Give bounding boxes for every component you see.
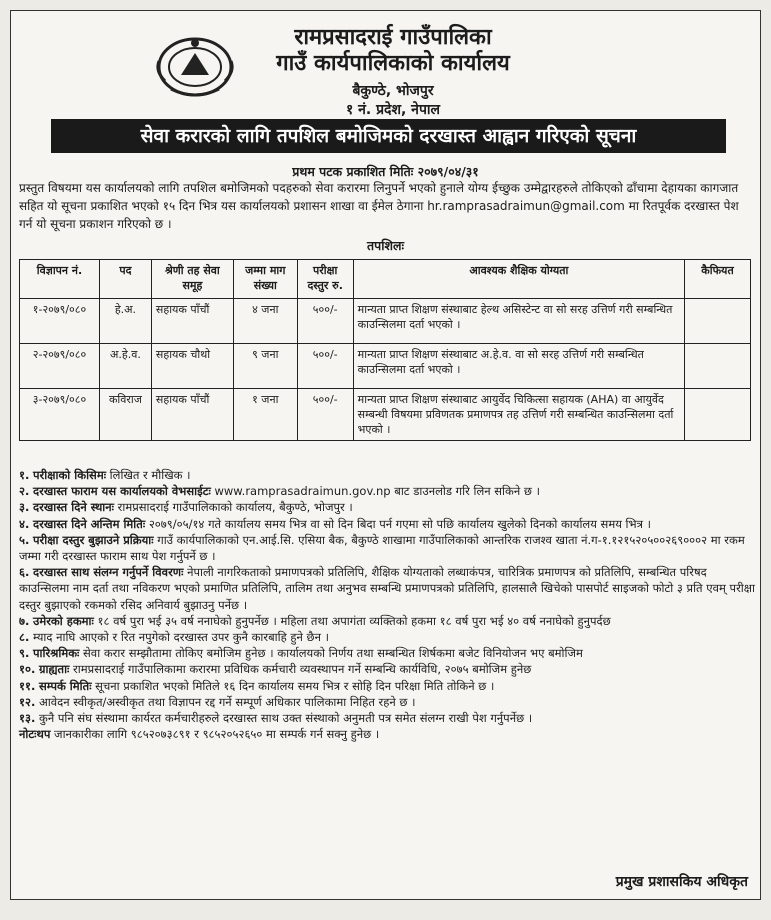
cell-qualification: मान्यता प्राप्त शिक्षण संस्थाबाट आयुर्वेद चिकित्सा सहायक (AHA) वा आयुर्वेद सम्बन्धी विषयमा प्रविणतक प्रमाणपत्र तह उत्तिर्ण गरी सम्बन्धित काउन्सिलमा दर्ता भएको ।	[353, 389, 684, 441]
cell-post: कविराज	[99, 389, 151, 441]
cell-qualification: मान्यता प्राप्त शिक्षण संस्थाबाट अ.हे.व. वा सो सरह उत्तिर्ण गरी सम्बन्धित काउन्सिलमा दर्ता भएको ।	[353, 344, 684, 389]
note-text: १८ वर्ष पुरा भई ३५ वर्ष ननाघेको हुनुपर्नेछ । महिला तथा अपागंता व्यक्तिको हकमा १८ वर्ष पुरा भई ४० वर्ष ननाघेको हुनुपर्दछ	[93, 613, 611, 628]
notice-banner: सेवा करारको लागि तपशिल बमोजिमको दरखास्त आह्वान गरिएको सूचना	[51, 119, 726, 153]
note-text: गाउँ कार्यपालिकाको एन.आई.सि. एसिया बैक, बैकुण्ठे शाखामा गाउँपालिकाको आन्तरिक राजश्व खाता नं.ग-१.१२१५२०५००२६९०००२ मा रकम जम्मा गरी दरखास्त फाराम साथ पेश गर्नुपर्ने छ ।	[19, 532, 745, 564]
note-number: ७.	[19, 613, 30, 628]
table-header-row	[20, 260, 751, 299]
note-label: उमेरको हकमाः	[33, 613, 94, 628]
note-text: रामप्रसादराई गाउँपालिकामा करारमा प्रविधिक कर्मचारी व्यवस्थापन गर्ने सम्बन्धि कार्यविधि, २०७५ बमोजिम हुनेछ	[69, 662, 532, 677]
note-number: १.	[19, 468, 30, 482]
note-text: रामप्रसादराई गाउँपालिकाको कार्यालय, बैकुण्ठे, भोजपुर ।	[114, 500, 353, 515]
note-label: दरखास्त फाराम यस कार्यालयको वेभसाईटः	[33, 484, 211, 499]
header-ad-no: विज्ञापन नं.	[20, 260, 100, 299]
note-label: नोटःथप	[19, 727, 51, 742]
notes-list	[19, 467, 755, 742]
note-label: दरखास्त दिने स्थानः	[33, 500, 114, 515]
note-item	[19, 516, 755, 532]
note-item	[19, 661, 755, 677]
note-text: आवेदन स्वीकृत/अस्वीकृत तथा विज्ञापन रद्द गर्ने सम्पूर्ण अधिकार पालिकामा निहित रहने छ ।	[39, 694, 416, 709]
header	[11, 11, 760, 116]
table-row	[20, 344, 751, 389]
address-line-2: १ नं. प्रदेश, नेपाल	[345, 102, 441, 118]
note-item	[19, 564, 755, 613]
signature-title: प्रमुख प्रशासकिय अधिकृत	[615, 874, 748, 890]
intro-paragraph: प्रस्तुत विषयमा यस कार्यालयको लागि तपशिल बमोजिमको पदहरुको सेवा करारमा लिनुपर्ने भएको हुनाले योग्य ईच्छुक उम्मेद्वारहरुले तोकिएको ढाँचामा देहायका कागजात सहित यो सूचना प्रकाशित भएको १५ दिन भित्र यस कार्यालयको प्रशासन शाखा वा ईमेल ठेगाना hr.ramprasadraimun@gmail.com मा रितपूर्वक दरखास्त पेश गर्न यो सूचना प्रकाशन गरिएको छ ।	[19, 181, 739, 231]
note-number: ४.	[19, 516, 30, 531]
note-item	[19, 678, 755, 694]
cell-remarks	[685, 389, 751, 441]
note-text: २०७९/०५/१४ गते कार्यालय समय भित्र वा सो दिन बिदा पर्न गएमा सो पछि कार्यालय खुलेको दिनको कार्यालय समय भित्र ।	[145, 516, 651, 531]
header-remarks: कैफियत	[685, 260, 751, 299]
note-label: परीक्षा दस्तुर बुझाउने प्रक्रियाः	[33, 532, 154, 547]
tapsil-label: तपशिलः	[367, 238, 404, 253]
cell-fee: ५००/-	[297, 389, 353, 441]
header-level: श्रेणी तह सेवा समूह	[151, 260, 233, 299]
note-item	[19, 629, 755, 645]
address-line-1: बैकुण्ठे, भोजपुर	[352, 83, 434, 99]
cell-level: सहायक पाँचौं	[151, 299, 233, 344]
note-number: २.	[19, 484, 30, 499]
header-count: जम्मा माग संख्या	[233, 260, 297, 299]
note-label: पारिश्रमिकः	[33, 646, 80, 661]
note-number: १३.	[19, 711, 36, 726]
note-text: कुनै पनि संघ संस्थामा कार्यरत कर्मचारीहरुले दरखास्त साथ उक्त संस्थाको अनुमती पत्र समेत संलग्न राखी पेश गर्नुपर्नेछ ।	[39, 711, 533, 726]
note-text: सेवा करार सम्झौतामा तोकिए बमोजिम हुनेछ । कार्यालयको निर्णय तथा सम्बन्धित शिर्षकमा बजेट विनियोजन भए बमोजिम	[79, 646, 583, 661]
note-number: १२.	[19, 694, 36, 709]
note-text: www.ramprasadraimun.gov.np बाट डाउनलोड गरि लिन सकिने छ ।	[210, 484, 540, 499]
header-qualification: आवश्यक शैक्षिक योग्यता	[353, 260, 684, 299]
notice-sheet	[10, 10, 761, 900]
vacancy-table	[19, 259, 751, 441]
note-text: सूचना प्रकाशित भएको मितिले १६ दिन कार्यालय समय भित्र र सोहि दिन परिक्षा मिति तोकिने छ ।	[91, 678, 495, 693]
publish-date: प्रथम पटक प्रकाशित मितिः २०७९/०४/३१	[292, 164, 479, 179]
note-item	[19, 710, 755, 726]
note-label: दरखास्त दिने अन्तिम मितिः	[33, 516, 146, 531]
note-item	[19, 613, 755, 629]
cell-post: अ.हे.व.	[99, 344, 151, 389]
note-item	[19, 499, 755, 515]
cell-post: हे.अ.	[99, 299, 151, 344]
note-label: ग्राह्यताः	[39, 662, 70, 677]
note-number: ५.	[19, 532, 30, 547]
cell-ad-no: १-२०७९/०८०	[20, 299, 100, 344]
nepal-emblem-icon	[151, 31, 239, 101]
cell-count: ९ जना	[233, 344, 297, 389]
cell-count: १ जना	[233, 389, 297, 441]
table-row	[20, 389, 751, 441]
cell-count: ४ जना	[233, 299, 297, 344]
note-label: परीक्षाको किसिमः	[33, 468, 107, 482]
note-text: जानकारीका लागि ९८५२०७३८९१ र ९८५२०५२६५० मा सम्पर्क गर्न सक्नु हुनेछ ।	[50, 727, 380, 742]
note-number: ९.	[19, 646, 30, 661]
cell-level: सहायक पाँचौं	[151, 389, 233, 441]
header-fee: परीक्षा दस्तुर रु.	[297, 260, 353, 299]
note-item	[19, 483, 755, 499]
note-text: नेपाली नागरिकताको प्रमाणपत्रको प्रतिलिपि, शैक्षिक योग्यताको लब्धाकंपत्र, चारित्रिक प्रमाणपत्र को प्रतिलिपि, सम्बन्धित परिषद काउन्सिलमा नाम दर्ता तथा नविकरण भएको प्रमाणित प्रतिलिपि, तालिम तथा अनुभव सम्बन्धि प्रमाणपत्रको प्रतिलिपि, हालसालै खिचेको पासपोर्ट साइजको फोटो ३ प्रति एवम् परीक्षा दस्तुर बुझाएको रकमको रसिद अनिवार्य बुझाउनु पर्नेछ ।	[19, 565, 755, 612]
note-number: ८.	[19, 630, 30, 645]
office-subtitle: गाउँ कार्यपालिकाको कार्यालय	[276, 51, 510, 76]
note-number: ३.	[19, 500, 30, 515]
cell-fee: ५००/-	[297, 344, 353, 389]
note-item	[19, 694, 755, 710]
cell-ad-no: ३-२०७९/०८०	[20, 389, 100, 441]
note-label: दरखास्त साथ संलग्न गर्नुपर्ने विवरणः	[33, 565, 184, 580]
cell-remarks	[685, 344, 751, 389]
note-item	[19, 467, 755, 483]
header-post: पद	[99, 260, 151, 299]
office-name: रामप्रसादराई गाउँपालिका	[294, 25, 492, 50]
cell-remarks	[685, 299, 751, 344]
table-row	[20, 299, 751, 344]
cell-level: सहायक चौथो	[151, 344, 233, 389]
note-item	[19, 726, 755, 742]
note-item	[19, 645, 755, 661]
cell-ad-no: २-२०७९/०८०	[20, 344, 100, 389]
note-text: म्याद नाघि आएको र रित नपुगेको दरखास्त उपर कुनै कारबाहि हुने छैन ।	[33, 630, 329, 645]
note-item	[19, 532, 755, 564]
note-text: लिखित र मौखिक ।	[106, 468, 191, 482]
cell-qualification: मान्यता प्राप्त शिक्षण संस्थाबाट हेल्थ असिस्टेन्ट वा सो सरह उत्तिर्ण गरी सम्बन्धित काउन्सिलमा दर्ता भएको ।	[353, 299, 684, 344]
note-number: १०.	[19, 662, 36, 677]
note-number: ११.	[19, 678, 36, 693]
note-label: सम्पर्क मितिः	[39, 678, 92, 693]
note-number: ६.	[19, 565, 30, 580]
cell-fee: ५००/-	[297, 299, 353, 344]
